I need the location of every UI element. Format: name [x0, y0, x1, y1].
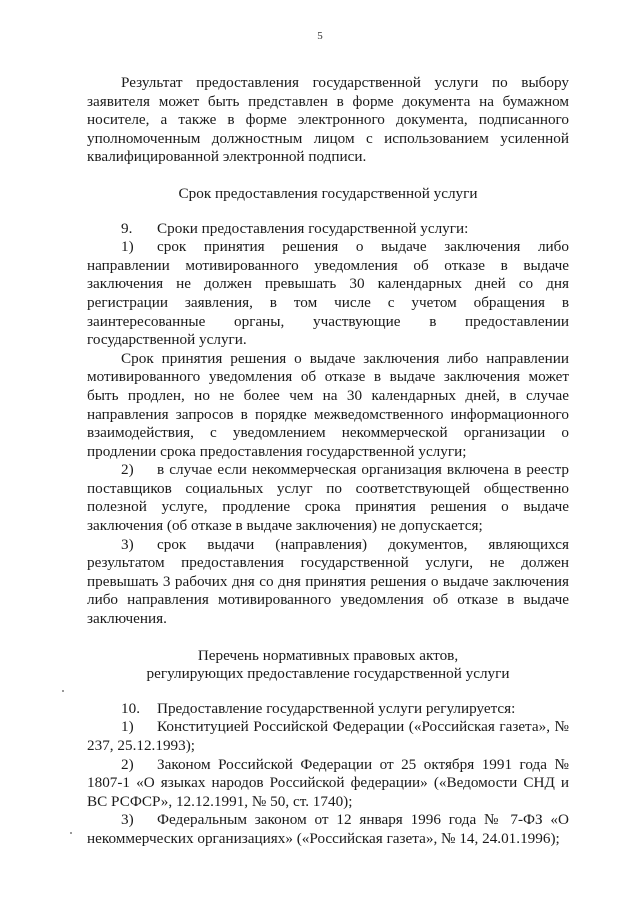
item-10-number: 10.: [121, 699, 140, 717]
item-9-text: Сроки предоставления государственной услуги:: [157, 219, 469, 237]
document-body: [87, 74, 569, 849]
scan-speck: [70, 832, 72, 834]
item-9-sub-2: [87, 461, 569, 535]
intro-paragraph: Результат предоставления государственной услуги по выбору заявителя может быть представлен в форме документа на бумажном носителе, а также в форме электронного документа, подписанного уполномоченным должностным лицом с использованием усиленной квалифицированной электронной подписи.: [87, 74, 569, 166]
item-9-sub-1-number: 1): [121, 238, 134, 256]
section-heading-acts-line-1: Перечень нормативных правовых актов,: [197, 646, 459, 664]
item-10-sub-3-number: 3): [121, 811, 134, 829]
section-heading-term: Срок предоставления государственной услуги: [178, 184, 478, 202]
item-9-sub-3-text: срок выдачи (направления) документов, являющихся результатом предоставления государственной услуги, не должен превышать 3 рабочих дня со дня принятия решения о выдаче заключения либо направления мотивированного уведомления об отказе в выдаче заключения.: [87, 535, 569, 628]
item-10-sub-2-text: Законом Российской Федерации от 25 октября 1991 года № 1807-1 «О языках народов Российской федерации» («Ведомости СНД и ВС РСФСР», 12.12.1991, № 50, ст. 1740);: [87, 755, 569, 810]
scan-speck: [62, 690, 64, 692]
item-10: [87, 700, 569, 719]
item-9-sub-3: [87, 536, 569, 629]
item-10-sub-1-number: 1): [121, 718, 134, 736]
item-9-sub-3-number: 3): [121, 535, 134, 553]
item-9: [87, 220, 569, 239]
item-10-text: Предоставление государственной услуги регулируется:: [157, 699, 516, 717]
item-9-number: 9.: [121, 219, 133, 237]
item-10-sub-2-number: 2): [121, 755, 134, 773]
item-9-sub-1-text: срок принятия решения о выдаче заключения либо направлении мотивированного уведомления об отказе в выдаче заключения не должен превышать 30 календарных дней со дня регистрации заявления, в том числе с учетом обращения в заинтересованные органы, участвующие в предоставлении государственной услуги.: [87, 238, 569, 349]
extension-paragraph: Срок принятия решения о выдаче заключения либо направлении мотивированного уведомления об отказе в выдаче заключения может быть продлен, но не более чем на 30 календарных дней, в случае направления запросов в порядке межведомственного информационного взаимодействия, с уведомлением некоммерческой организации о продлении срока предоставления государственной услуги;: [87, 349, 569, 460]
item-10-sub-3-text: Федеральным законом от 12 января 1996 года № 7-ФЗ «О некоммерческих организациях» («Российская газета», № 14, 24.01.1996);: [87, 811, 569, 847]
item-10-sub-1: [87, 718, 569, 755]
item-9-sub-2-text: в случае если некоммерческая организация включена в реестр поставщиков социальных услуг по соответствующей общественно полезной услуге, продление срока принятия решения о выдаче заключения (об отказе в выдаче заключения) не допускается;: [87, 461, 569, 535]
item-9-sub-1: [87, 238, 569, 350]
item-10-sub-2: [87, 756, 569, 812]
item-9-sub-2-number: 2): [121, 461, 134, 479]
item-10-sub-1-text: Конституцией Российской Федерации («Российская газета», № 237, 25.12.1993);: [87, 718, 569, 754]
page-number: 5: [317, 30, 323, 42]
section-heading-acts-line-2: регулирующих предоставление государственной услуги: [146, 665, 510, 683]
item-10-sub-3: [87, 811, 569, 848]
